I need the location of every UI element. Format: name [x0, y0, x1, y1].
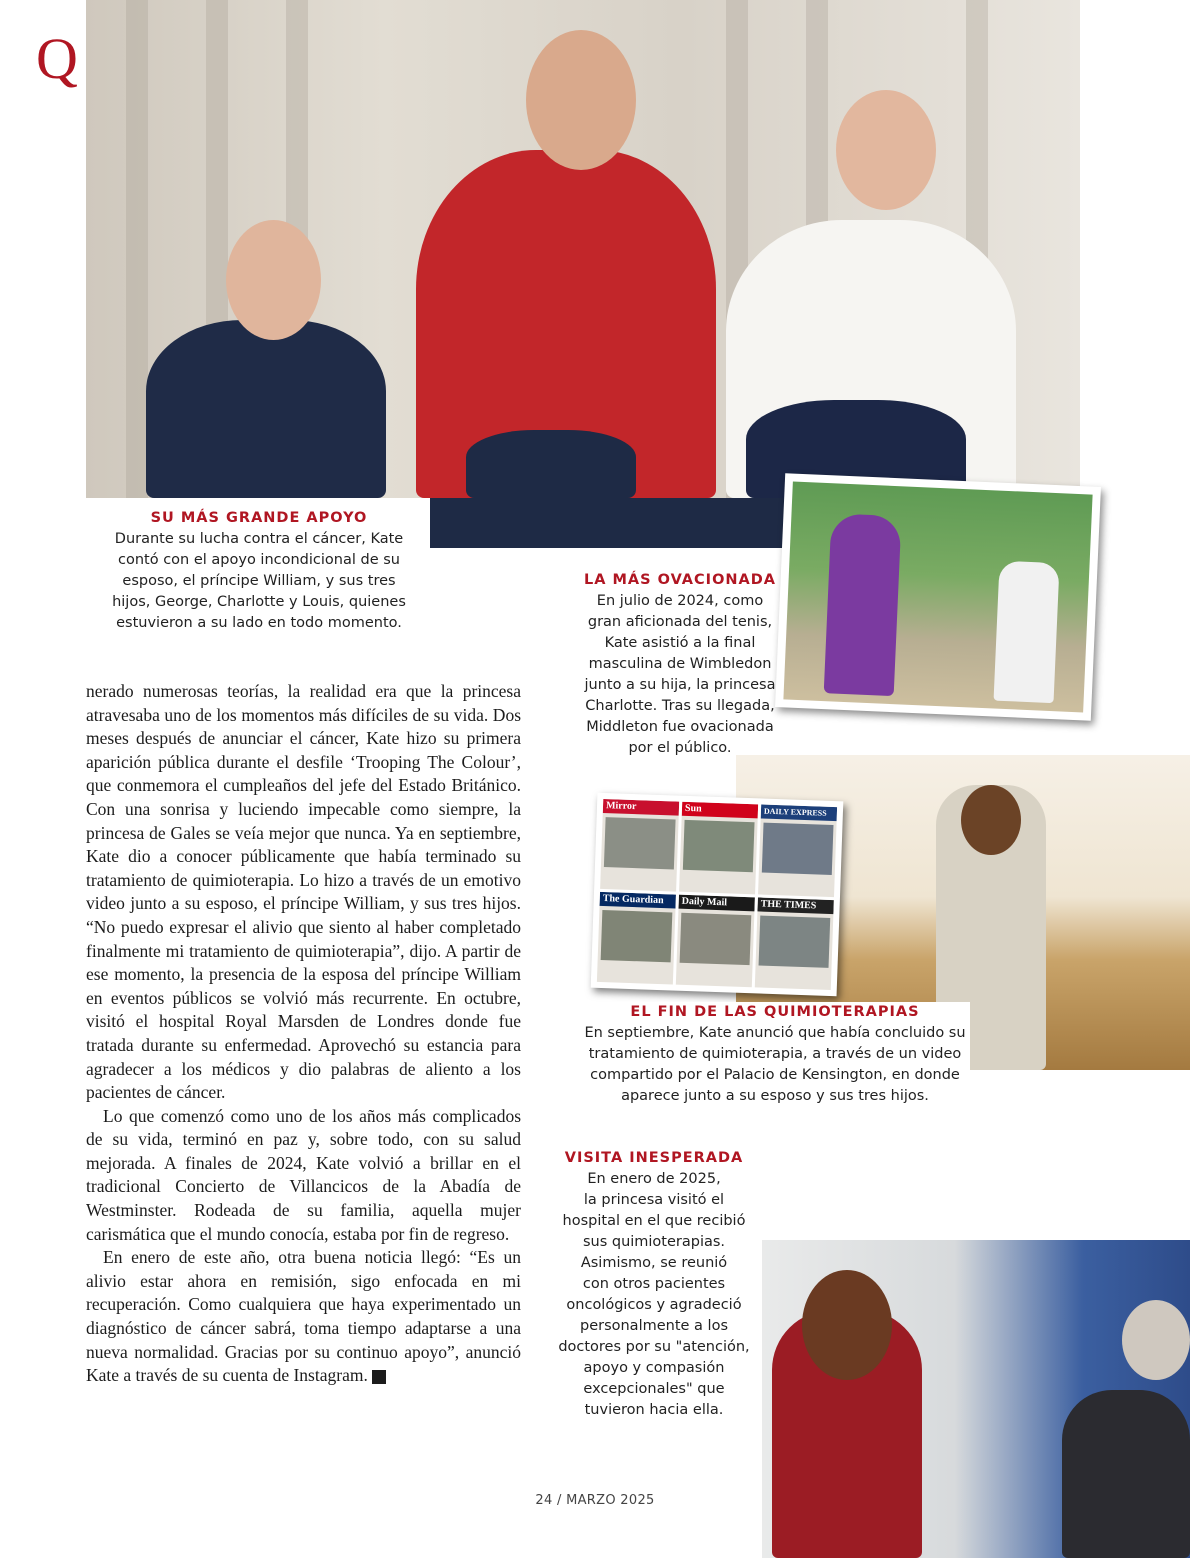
article-paragraph: nerado numerosas teorías, la realidad era que la princesa atravesaba uno de los momentos más difíciles de su vida. Dos meses después de anunciar el cáncer, Kate hizo su primera aparición pública durante el desfile ‘Trooping The Colour’, que conmemora el cumpleaños del jefe del Estado Británico. Con una sonrisa y luciendo impecable como siempre, la princesa de Gales se veía mejor que nunca. Ya en septiembre, Kate dio a conocer públicamente que había terminado su tratamiento de quimioterapia. Lo hizo a través de un emotivo video junto a su esposo, el príncipe William, y sus tres hijos. “No puedo expresar el alivio que siento al haber completado finalmente mi tratamiento de quimioterapia”, dijo. A partir de ese momento, la presencia de la esposa del príncipe William en eventos públicos se volvió más recurrente. En octubre, visitó el hospital Royal Marsden de Londres donde fue tratada durante su enfermedad. Aprovechó su estancia para agradecer a los médicos y dio palabras de aliento a los pacientes de cáncer. — [86, 681, 521, 1103]
caption-line: excepcionales" que — [583, 1381, 725, 1397]
photo-hospital-visit — [762, 1240, 1190, 1558]
caption-line: por el público. — [628, 740, 732, 756]
caption-line: personalmente a los — [579, 1318, 729, 1334]
article-paragraph-text: En enero de este año, otra buena noticia llegó: “Es un alivio estar ahora en remisión, sigo enfocada en mi recuperación. Como cualquiera que haya experimentado un diagnóstico de cáncer sabrá, toma tiempo adaptarse a una nueva normalidad. Gracias por su continuo apoyo”, anunció Kate a través de su cuenta de Instagram. — [86, 1247, 521, 1386]
article-body — [86, 680, 521, 1388]
newspaper: Mirror — [600, 799, 679, 892]
photo-newspapers — [591, 793, 844, 996]
caption-quimioterapias — [580, 1002, 970, 1107]
article-paragraph-last — [86, 1246, 521, 1388]
page-folio: 24 / MARZO 2025 — [535, 1493, 655, 1508]
caption-heading: VISITA INESPERADA — [564, 1150, 744, 1166]
caption-line: contó con el apoyo incondicional de su — [118, 552, 400, 568]
caption-line: compartido por el Palacio de Kensington, en donde — [590, 1067, 960, 1083]
caption-line: aparece junto a su esposo y sus tres hijos. — [621, 1088, 929, 1104]
photo-wimbledon — [775, 473, 1101, 721]
magazine-logo: Q — [36, 26, 78, 91]
caption-line: tratamiento de quimioterapia, a través de un video — [588, 1046, 962, 1062]
article-paragraph: Lo que comenzó como uno de los años más complicados de su vida, terminó en paz y, sobre todo, con su salud mejorada. A finales de 2024, Kate volvió a brillar en el tradicional Concierto de Villancicos de la Abadía de Westminster. Rodeada de su familia, aquella mujer carismática que el mundo conocía, estaba por fin de regreso. — [86, 1105, 521, 1244]
caption-line: En julio de 2024, como — [596, 593, 764, 609]
caption-line: En septiembre, Kate anunció que había concluido su — [584, 1025, 966, 1041]
caption-line: la princesa visitó el — [583, 1192, 725, 1208]
caption-line: En enero de 2025, — [587, 1171, 721, 1187]
caption-heading: LA MÁS OVACIONADA — [583, 572, 777, 588]
newspaper: The Guardian — [597, 892, 676, 985]
caption-line: oncológicos y agradeció — [566, 1297, 742, 1313]
caption-line: masculina de Wimbledon — [588, 656, 772, 672]
caption-line: junto a su hija, la princesa — [584, 677, 776, 693]
caption-line: doctores por su "atención, — [558, 1339, 750, 1355]
caption-line: Asimismo, se reunió — [580, 1255, 728, 1271]
caption-ovacionada — [568, 570, 792, 759]
hero-photo-royal-family — [86, 0, 1080, 498]
newspaper: Sun — [679, 802, 758, 895]
newspaper: Daily Mail — [676, 895, 755, 988]
caption-line: Charlotte. Tras su llegada, — [585, 698, 775, 714]
caption-line: estuvieron a su lado en todo momento. — [116, 615, 402, 631]
hero-photo-lower-edge — [430, 498, 790, 548]
caption-visita — [552, 1148, 756, 1421]
caption-line: Durante su lucha contra el cáncer, Kate — [114, 531, 404, 547]
caption-line: sus quimioterapias. — [582, 1234, 726, 1250]
caption-line: apoyo y compasión — [583, 1360, 725, 1376]
caption-line: hijos, George, Charlotte y Louis, quienes — [112, 594, 406, 610]
caption-heading: SU MÁS GRANDE APOYO — [150, 510, 368, 526]
caption-heading: EL FIN DE LAS QUIMIOTERAPIAS — [630, 1004, 920, 1020]
caption-line: gran aficionada del tenis, — [587, 614, 773, 630]
caption-line: tuvieron hacia ella. — [584, 1402, 724, 1418]
caption-line: Kate asistió a la final — [604, 635, 756, 651]
newspaper: THE TIMES — [755, 897, 834, 990]
caption-line: Middleton fue ovacionada — [586, 719, 774, 735]
caption-line: con otros pacientes — [582, 1276, 726, 1292]
caption-apoyo — [100, 508, 418, 634]
newspaper: DAILY EXPRESS — [758, 804, 837, 897]
end-mark-icon: Q — [372, 1370, 386, 1384]
caption-line: esposo, el príncipe William, y sus tres — [122, 573, 396, 589]
caption-line: hospital en el que recibió — [562, 1213, 746, 1229]
